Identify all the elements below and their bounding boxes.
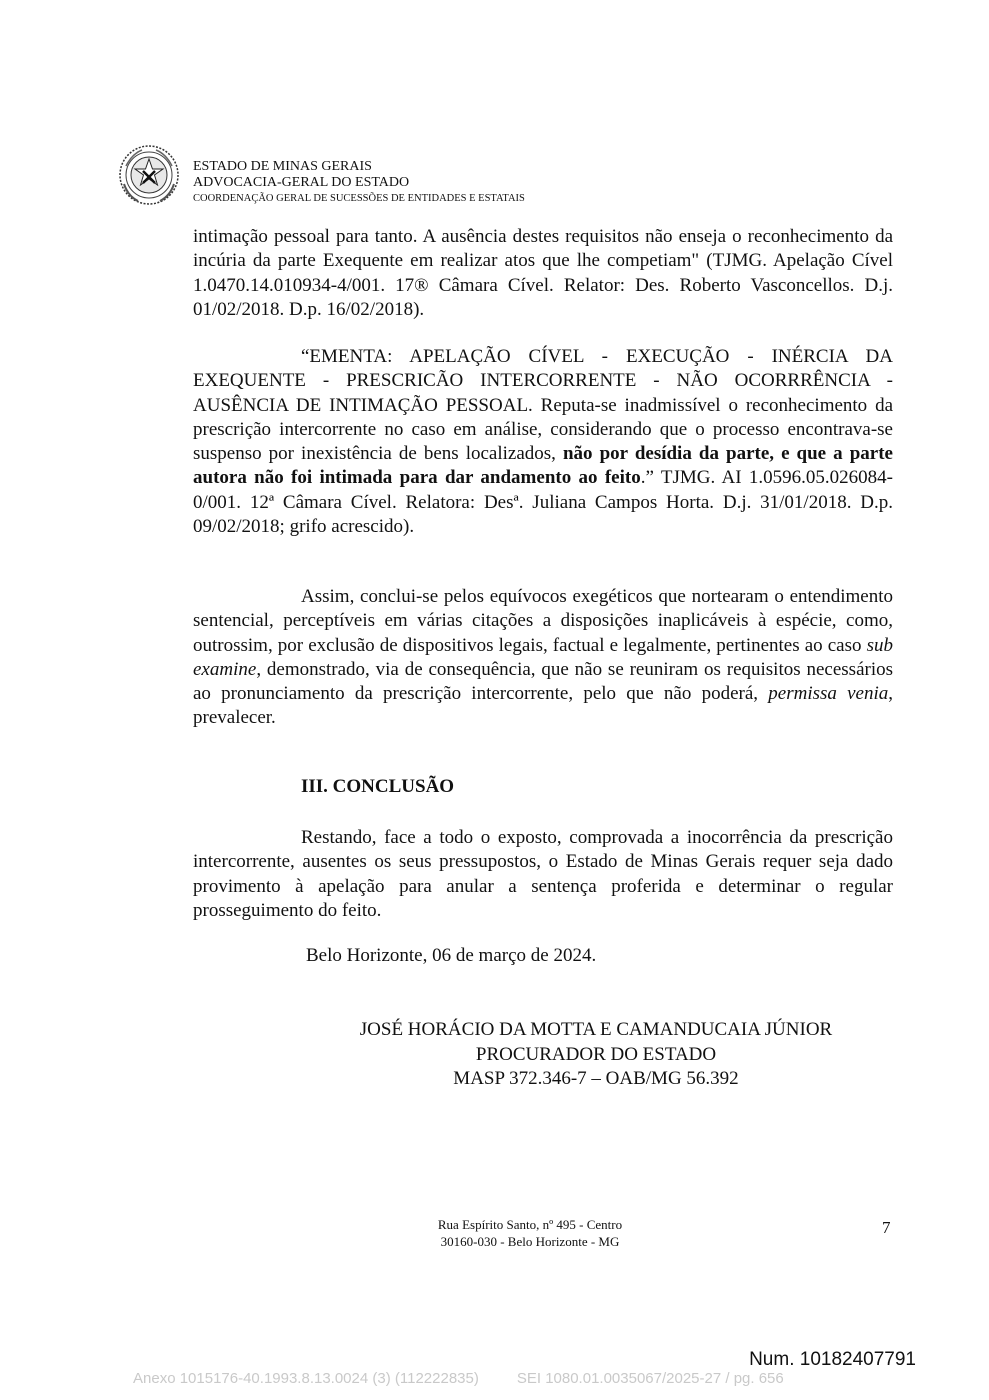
footer-address <box>380 1216 680 1250</box>
footer-address-line1: Rua Espírito Santo, nº 495 - Centro <box>437 1217 623 1232</box>
argument-text-1: Assim, conclui-se pelos equívocos exegéticos que nortearam o entendimento sentencial, perceptíveis em várias citações a disposições inaplicáveis à espécie, como, outrossim, por exclusão de dispositivos legais, factual e legalmente, pertinentes ao caso <box>193 586 893 656</box>
state-seal-icon <box>118 144 180 206</box>
annex-reference: Anexo 1015176-40.1993.8.13.0024 (3) (112222835) <box>133 1370 479 1387</box>
signer-name: JOSÉ HORÁCIO DA MOTTA E CAMANDUCAIA JÚNIOR <box>359 1019 833 1040</box>
sei-reference: SEI 1080.01.0035067/2025-27 / pg. 656 <box>516 1370 784 1387</box>
document-number-stamp: Num. 10182407791 <box>749 1349 916 1370</box>
letterhead <box>193 159 525 207</box>
letterhead-state: ESTADO DE MINAS GERAIS <box>193 159 372 174</box>
signature-block <box>330 1018 862 1092</box>
ementa-text-2: .” TJMG. AI 1.0596.05.026084-0/001. 12ª Câmara Cível. Relatora: Desª. Juliana Campos Horta. D.j. 31/01/2018. D.p. 09/02/2018; grifo acrescido). <box>193 467 893 538</box>
argument-text-3: , prevalecer. <box>193 683 894 729</box>
argument-italic-sub-examine: sub examine <box>193 634 893 680</box>
signer-registration: MASP 372.346-7 – OAB/MG 56.392 <box>453 1068 739 1089</box>
footer-address-line2: 30160-030 - Belo Horizonte - MG <box>440 1234 620 1249</box>
page-number: 7 <box>882 1218 891 1237</box>
paragraph-argument <box>193 585 893 731</box>
paragraph-citation-end: intimação pessoal para tanto. A ausência destes requisitos não enseja o reconhecimento da incúria da parte Exequente em realizar atos que lhe competiam" (TJMG. Apelação Cível 1.0470.14.010934-4/001. 17® Câmara Cível. Relator: Des. Roberto Vasconcellos. D.j. 01/02/2018. D.p. 16/02/2018). <box>193 226 893 320</box>
annex-stamp <box>133 1370 784 1387</box>
date-line: Belo Horizonte, 06 de março de 2024. <box>306 945 597 966</box>
argument-italic-permissa-venia: permissa venia <box>768 683 889 705</box>
signer-role: PROCURADOR DO ESTADO <box>475 1043 717 1065</box>
argument-text-2: , demonstrado, via de consequência, que não se reuniram os requisitos necessários ao pronunciamento da prescrição intercorrente, pelo que não poderá, <box>193 658 893 705</box>
letterhead-agency: ADVOCACIA-GERAL DO ESTADO <box>193 175 410 190</box>
section-heading: III. CONCLUSÃO <box>301 776 455 797</box>
ementa-text-1: “EMENTA: APELAÇÃO CÍVEL - EXECUÇÃO - INÉRCIA DA EXEQUENTE - PRESCRICÃO INTERCORRENTE - NÃO OCORRRÊNCIA - AUSÊNCIA DE INTIMAÇÃO PESSOAL. Reputa-se inadmissível o reconhecimento da prescrição intercorrente no caso em análise, considerando que o processo encontrava-se suspenso por inexistência de bens localizados, <box>193 346 893 465</box>
paragraph-conclusion: Restando, face a todo o exposto, comprovada a inocorrência da prescrição intercorrente, ausentes os seus pressupostos, o Estado de Minas Gerais requer seja dado provimento à apelação para anular a sentença proferida e determinar o regular prosseguimento do feito. <box>193 827 893 921</box>
letterhead-department: COORDENAÇÃO GERAL DE SUCESSÕES DE ENTIDADES E ESTATAIS <box>193 193 525 204</box>
ementa-bold-emphasis: não por desídia da parte, e que a parte autora não foi intimada para dar andamento ao feito <box>193 443 893 489</box>
paragraph-ementa <box>193 345 893 539</box>
